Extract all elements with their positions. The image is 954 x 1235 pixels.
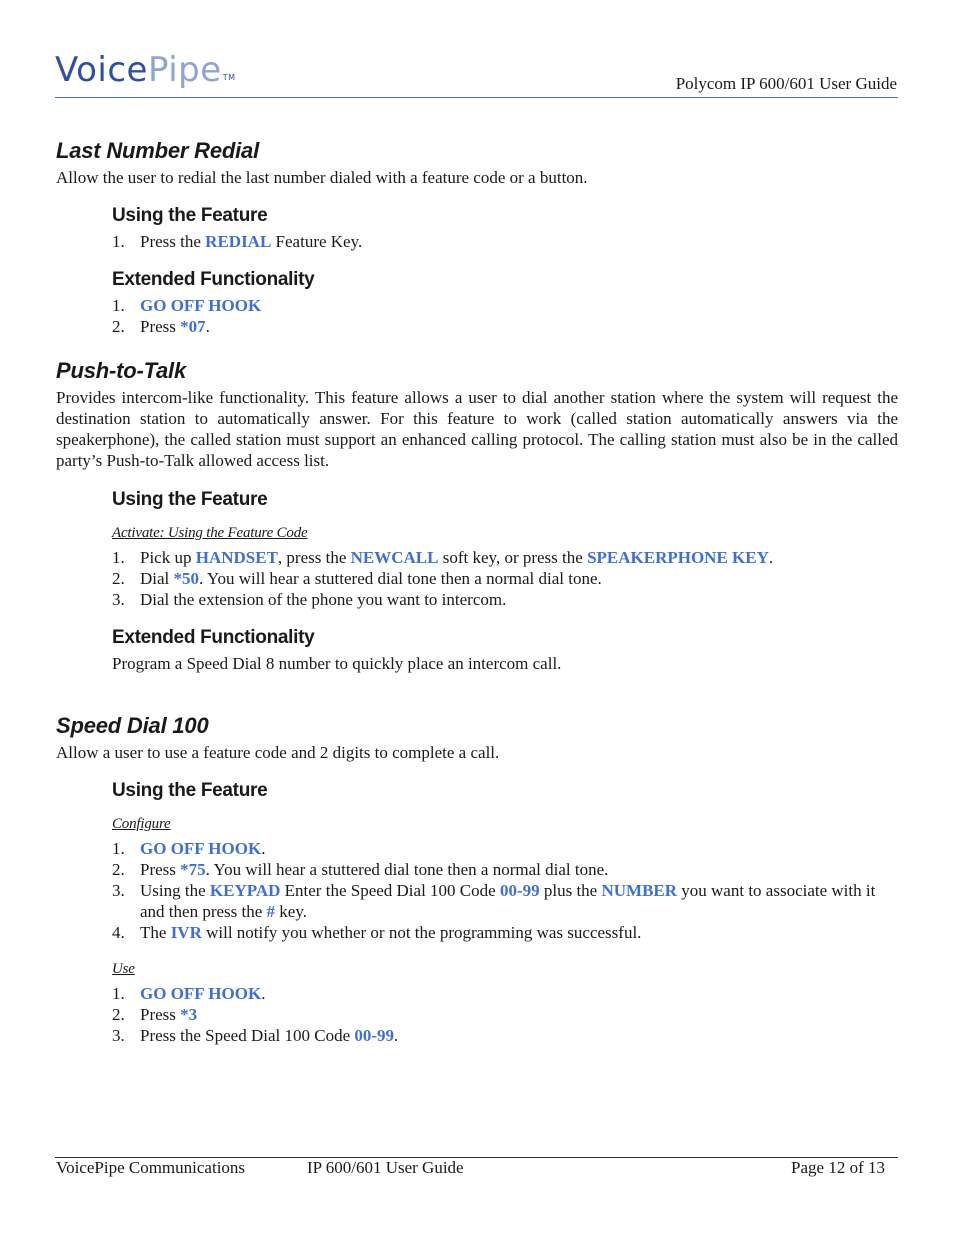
keyword: SPEAKERPHONE KEY	[587, 548, 769, 567]
steps-list	[112, 838, 898, 943]
steps-list	[112, 295, 898, 337]
list-item: 2. Press *07.	[112, 317, 210, 336]
section-description: Provides intercom-like functionality. This feature allows a user to dial another station where the system will request the destination station to automatically answer. For this feature to work (called station automatically answers via the speakerphone), the called station must support an enhanced calling protocol. The calling station must also be in the called party’s Push-to-Talk allowed access list.	[56, 388, 898, 470]
list-item: 2. Press *3	[112, 1005, 198, 1024]
logo-trademark: TM	[222, 73, 236, 82]
keyword: #	[266, 902, 276, 921]
keyword: HANDSET	[195, 548, 278, 567]
footer-guide-title: IP 600/601 User Guide	[307, 1158, 464, 1177]
keyword: GO OFF HOOK	[140, 839, 262, 858]
note-use: Use	[112, 961, 135, 977]
list-item: 4. The IVR will notify you whether or not the programming was successful.	[112, 923, 642, 942]
list-item: 1. GO OFF HOOK.	[112, 839, 266, 858]
keyword: NUMBER	[601, 881, 678, 900]
keyword: *3	[180, 1005, 198, 1024]
keyword: *07	[180, 317, 206, 336]
steps-list	[112, 983, 898, 1046]
list-item: 1. GO OFF HOOK.	[112, 984, 266, 1003]
logo-pipe-text: Pipe	[147, 50, 222, 90]
footer-page-number: Page 12 of 13	[791, 1158, 885, 1177]
section-title-last-number-redial: Last Number Redial	[56, 138, 260, 163]
keyword: 00-99	[499, 881, 540, 900]
footer-company: VoicePipe Communications	[56, 1158, 246, 1177]
subheading-extended-functionality: Extended Functionality	[112, 269, 315, 290]
keyword: REDIAL	[205, 232, 272, 251]
list-item: 1. Pick up HANDSET, press the NEWCALL soft key, or press the SPEAKERPHONE KEY.	[112, 548, 774, 567]
logo-voice-text: Voice	[55, 50, 148, 90]
note-configure: Configure	[112, 816, 171, 832]
header-rule	[55, 97, 898, 98]
keyword: IVR	[170, 923, 202, 942]
keyword: KEYPAD	[209, 881, 281, 900]
note-activate: Activate: Using the Feature Code	[112, 525, 308, 541]
section-description: Allow the user to redial the last number dialed with a feature code or a button.	[56, 168, 588, 187]
header-doc-title: Polycom IP 600/601 User Guide	[675, 74, 897, 93]
subheading-using-feature: Using the Feature	[112, 489, 268, 510]
list-item: 3. Press the Speed Dial 100 Code 00-99.	[112, 1026, 399, 1045]
steps-list	[112, 231, 898, 252]
subheading-using-feature: Using the Feature	[112, 780, 268, 801]
extended-text: Program a Speed Dial 8 number to quickly place an intercom call.	[112, 654, 562, 673]
section-description: Allow a user to use a feature code and 2 digits to complete a call.	[56, 743, 500, 762]
list-item: 2. Dial *50. You will hear a stuttered dial tone then a normal dial tone.	[112, 569, 602, 588]
voicepipe-logo	[55, 50, 234, 90]
keyword: NEWCALL	[350, 548, 439, 567]
section-title-speed-dial-100: Speed Dial 100	[56, 713, 209, 738]
keyword: GO OFF HOOK	[140, 296, 262, 315]
list-item: 1. GO OFF HOOK	[112, 296, 262, 315]
steps-list	[112, 547, 898, 610]
subheading-using-feature: Using the Feature	[112, 205, 268, 226]
keyword: *75	[180, 860, 206, 879]
keyword: GO OFF HOOK	[140, 984, 262, 1003]
section-title-push-to-talk: Push-to-Talk	[56, 358, 187, 383]
keyword: 00-99	[354, 1026, 395, 1045]
list-item: 1. Press the REDIAL Feature Key.	[112, 232, 363, 251]
page-content	[56, 137, 898, 1046]
list-item: 3. Using the KEYPAD Enter the Speed Dial 100 Code 00-99 plus the NUMBER you want to associate with it and then press the # key.	[112, 881, 876, 921]
list-item: 3. Dial the extension of the phone you want to intercom.	[112, 590, 507, 609]
keyword: *50	[173, 569, 200, 588]
subheading-extended-functionality: Extended Functionality	[112, 627, 315, 648]
list-item: 2. Press *75. You will hear a stuttered dial tone then a normal dial tone.	[112, 860, 609, 879]
